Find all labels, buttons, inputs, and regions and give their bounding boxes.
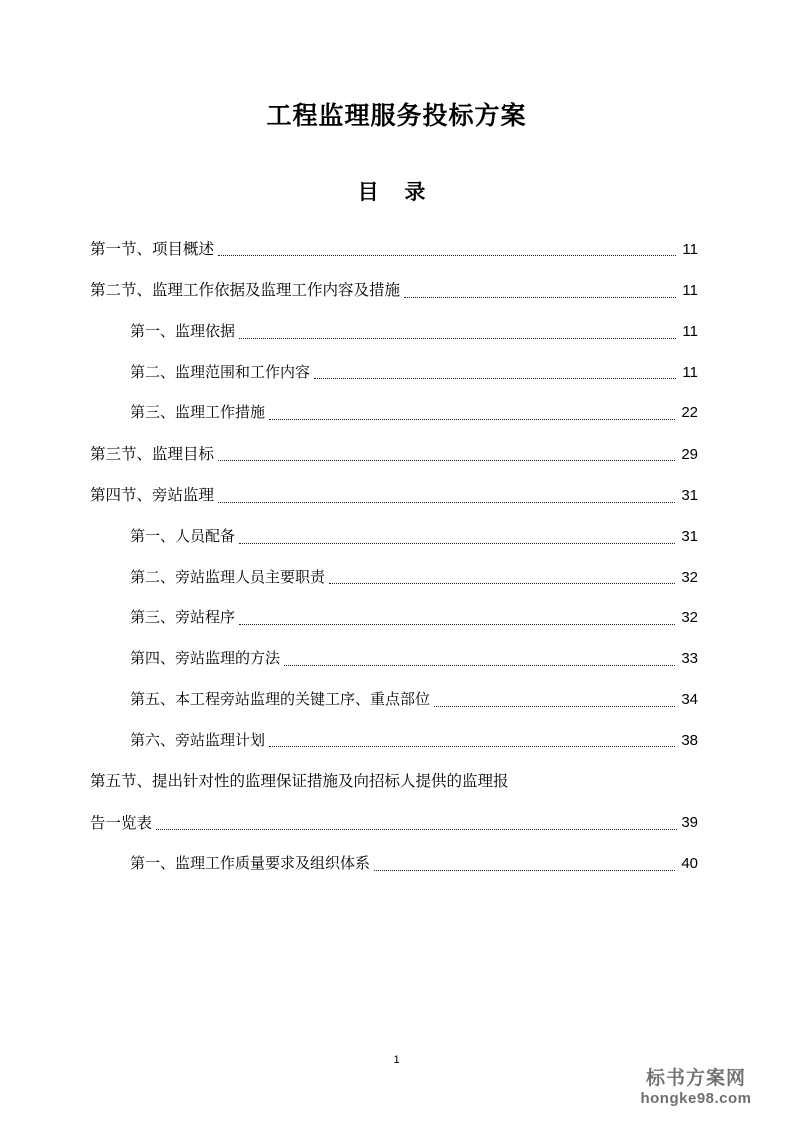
toc-item[interactable] (90, 364, 698, 383)
toc-leader-dots (404, 297, 676, 298)
toc-leader-dots (218, 255, 676, 256)
toc-item-label: 第三节、监理目标 (90, 446, 215, 463)
toc-item-label: 第四、旁站监理的方法 (130, 650, 281, 667)
toc-item-label: 第二、旁站监理人员主要职责 (130, 568, 326, 586)
toc-item[interactable] (90, 691, 698, 710)
toc-item-label: 第二节、监理工作依据及监理工作内容及措施 (90, 282, 401, 300)
page-title: 工程监理服务投标方案 (266, 102, 527, 130)
toc-heading: 目 录 (357, 181, 436, 204)
toc-item-page: 22 (681, 404, 698, 422)
toc-item-label: 第一、人员配备 (130, 527, 236, 545)
toc-item[interactable] (90, 772, 698, 833)
toc-item-page: 11 (682, 322, 698, 340)
toc-leader-dots (314, 378, 676, 379)
toc-item-page: 39 (681, 814, 698, 832)
toc-item-label: 第二、监理范围和工作内容 (130, 363, 311, 381)
toc-item-label-line2: 告一览表 (90, 814, 153, 832)
toc-item[interactable] (90, 855, 698, 874)
toc-item-page: 11 (682, 282, 698, 299)
toc-item-page: 32 (681, 568, 698, 586)
toc-item[interactable] (90, 240, 698, 259)
toc-leader-dots (218, 460, 675, 461)
toc-item[interactable] (90, 281, 698, 300)
toc-item-page: 31 (681, 527, 698, 545)
toc-item-label: 第一节、项目概述 (90, 241, 215, 258)
toc-leader-dots (239, 543, 675, 544)
toc-item-page: 29 (681, 445, 698, 463)
toc-item-label: 第一、监理依据 (130, 322, 236, 340)
toc-leader-dots (269, 746, 675, 747)
toc-item[interactable] (90, 323, 698, 342)
toc-item-page: 31 (681, 487, 698, 504)
toc-item-page: 34 (681, 690, 698, 708)
watermark-en: hongke98.com (640, 1090, 752, 1107)
watermark-cn: 标书方案网 (645, 1068, 746, 1090)
page-number: 1 (393, 1054, 400, 1066)
toc-item[interactable] (90, 486, 698, 505)
toc-item[interactable] (90, 609, 698, 628)
toc-leader-dots (329, 583, 675, 584)
toc-item-label: 第六、旁站监理计划 (130, 731, 266, 749)
toc-item-page: 40 (681, 855, 698, 872)
toc-item-page: 32 (681, 609, 698, 627)
toc-item[interactable] (90, 650, 698, 669)
toc-item-page: 33 (681, 650, 698, 667)
toc-leader-dots (239, 338, 676, 339)
table-of-contents (0, 240, 793, 874)
toc-item-page: 11 (682, 363, 698, 381)
toc-leader-dots (434, 706, 675, 707)
toc-leader-dots (269, 419, 675, 420)
toc-item[interactable] (90, 569, 698, 588)
toc-item-page: 11 (682, 240, 698, 258)
toc-leader-dots (239, 624, 675, 625)
toc-item[interactable] (90, 445, 698, 464)
toc-item-label-line1: 第五节、提出针对性的监理保证措施及向招标人提供的监理报 (90, 773, 509, 791)
watermark (621, 1068, 771, 1108)
toc-item-page: 38 (681, 731, 698, 749)
toc-leader-dots (284, 665, 675, 666)
toc-item-label: 第三、监理工作措施 (130, 404, 266, 422)
toc-leader-dots (374, 870, 675, 871)
toc-item[interactable] (90, 404, 698, 423)
toc-item-label: 第三、旁站程序 (130, 609, 236, 627)
toc-item[interactable] (90, 528, 698, 547)
toc-item-label: 第四节、旁站监理 (90, 487, 215, 505)
toc-item-label: 第一、监理工作质量要求及组织体系 (130, 855, 371, 872)
toc-leader-dots (156, 829, 677, 830)
toc-leader-dots (218, 502, 675, 503)
toc-item-label: 第五、本工程旁站监理的关键工序、重点部位 (130, 690, 431, 708)
toc-item[interactable] (90, 732, 698, 751)
